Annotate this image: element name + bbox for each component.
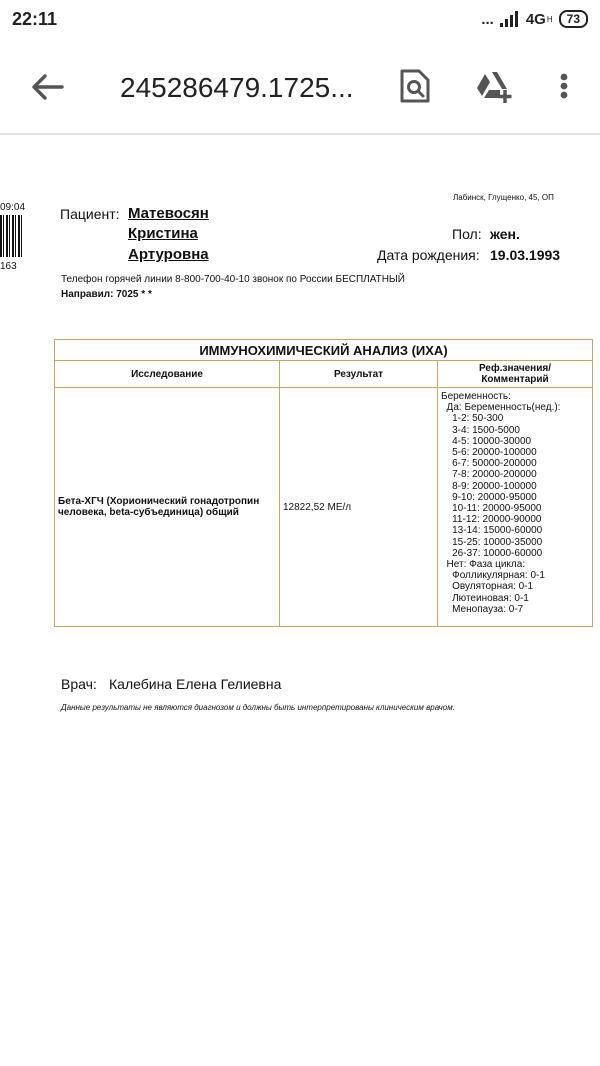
table-title: ИММУНОХИМИЧЕСКИЙ АНАЛИЗ (ИХА): [55, 340, 593, 361]
patient-middlename: Артуровна: [128, 246, 209, 263]
disclaimer: Данные результаты не являются диагнозом и должны быть интерпретированы клиническим врачом.: [61, 703, 455, 712]
referred-by: Направил: 7025 * *: [61, 289, 152, 300]
app-toolbar: [0, 40, 600, 135]
side-time: 09:04: [0, 202, 26, 213]
results-table: [54, 339, 593, 627]
col-header-ref: Реф.значения/ Комментарий: [438, 361, 593, 388]
notification-dots: ...: [481, 10, 494, 28]
signal-icon: [500, 11, 520, 27]
document-search-icon[interactable]: [398, 68, 432, 104]
status-bar: [0, 0, 600, 40]
patient-firstname: Кристина: [128, 225, 198, 242]
dob-label: Дата рождения:: [377, 247, 480, 263]
test-result: 12822,52 МЕ/л: [280, 388, 438, 627]
back-arrow-icon[interactable]: [30, 72, 64, 102]
dob-value: 19.03.1993: [490, 247, 561, 263]
doctor-name: Калебина Елена Гелиевна: [109, 676, 282, 692]
hotline: Телефон горячей линии 8-800-700-40-10 звонок по России БЕСПЛАТНЫЙ: [61, 274, 405, 285]
more-vert-icon[interactable]: [552, 68, 576, 104]
status-icons: [481, 10, 588, 28]
test-name: Бета-ХГЧ (Хорионический гонадотропин человека, beta-субъединица) общий: [55, 388, 280, 627]
sex-label: Пол:: [452, 226, 482, 242]
battery-icon: 73: [559, 10, 588, 28]
patient-lastname: Матевосян: [128, 205, 209, 222]
barcode: [0, 215, 22, 257]
network-sub: H: [546, 14, 553, 24]
reference-values: Беременность: Да: Беременность(нед.): 1-2: 50-300 3-4: 1500-5000 4-5: 10000-30000 5-6: 20000-100000 6-7: 50000-200000 7-8: 20000-200000 8-9: 20000-100000 9-10: 20000-95000 10-11: 20000-95000 11-12: 20000-90000 13-14: 15000-60000 15-25: 10000-35000 26-37: 10000-60000 Нет: Фаза цикла: Фолликулярная: 0-1 Овуляторная: 0-1 Лютеиновая: 0-1 Менопауза: 0-7: [438, 388, 593, 627]
sex-value: жен.: [490, 226, 520, 242]
col-header-result: Результат: [280, 361, 438, 388]
lab-address: Лабинск, Глущенко, 45, ОП: [453, 193, 554, 202]
doctor-label: Врач:: [61, 676, 97, 692]
side-code: 163: [0, 261, 17, 272]
drive-add-icon[interactable]: [474, 68, 514, 104]
col-header-test: Исследование: [55, 361, 280, 388]
clock: 22:11: [12, 9, 58, 29]
patient-label: Пациент:: [60, 206, 120, 222]
document-title: 245286479.1725...: [120, 72, 354, 103]
network-type: 4G: [525, 10, 546, 28]
